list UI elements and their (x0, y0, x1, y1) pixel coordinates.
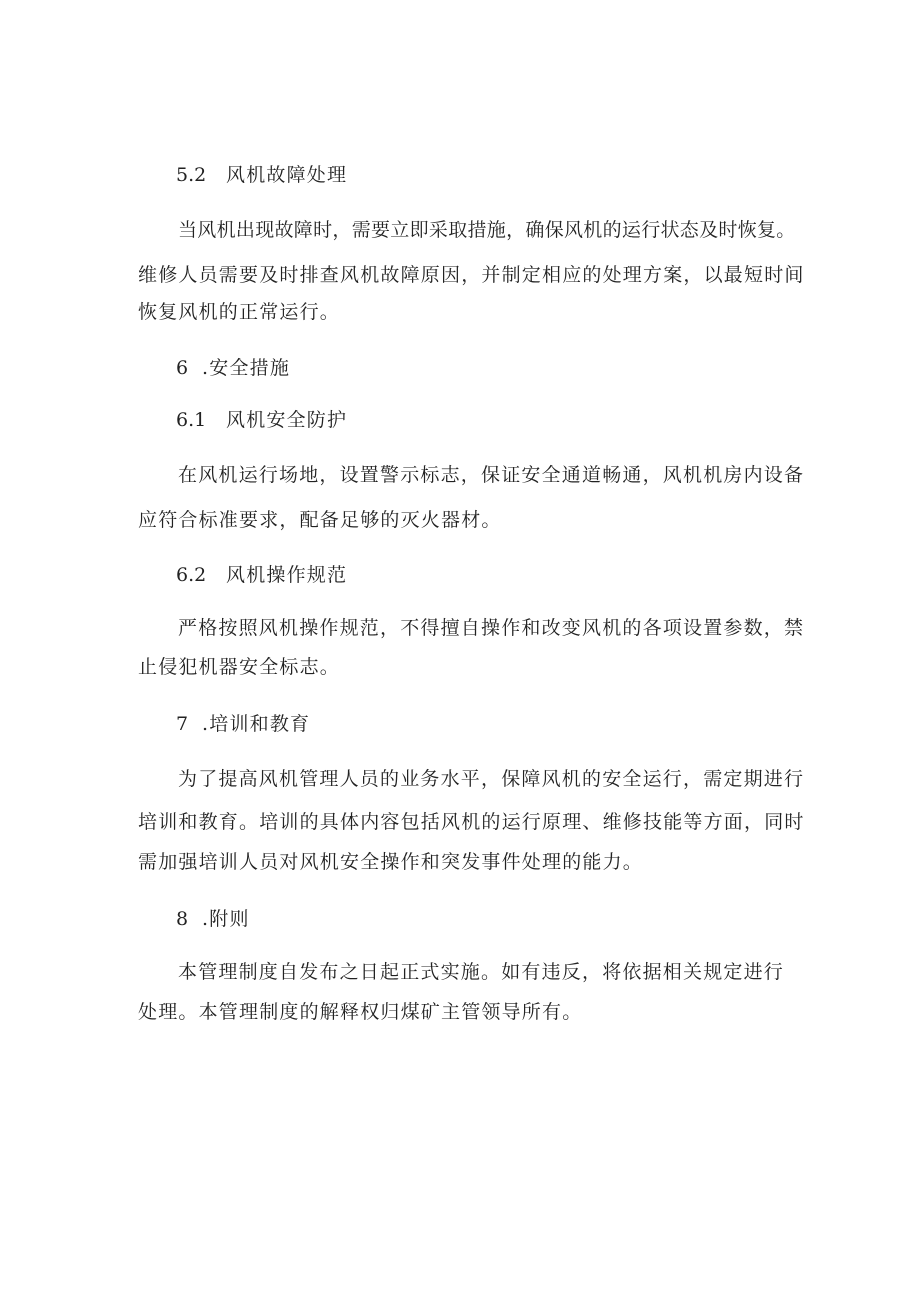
paragraph-line: 止侵犯机器安全标志。 (138, 656, 341, 678)
paragraph-line: 应符合标准要求，配备足够的灭火器材。 (138, 509, 502, 531)
paragraph-line: 需加强培训人员对风机安全操作和突发事件处理的能力。 (138, 851, 644, 873)
heading-number: 8 (176, 908, 189, 930)
heading-number: 6 (176, 357, 189, 379)
section-heading-8 (176, 907, 250, 931)
heading-title: 风机故障处理 (226, 164, 348, 186)
paragraph-line: 处理。本管理制度的解释权归煤矿主管领导所有。 (138, 1001, 583, 1023)
heading-number: 7 (176, 713, 189, 735)
heading-number: 6.1 (176, 409, 207, 431)
paragraph-line: 在风机运行场地，设置警示标志，保证安全通道畅通，风机机房内设备 (178, 464, 805, 486)
section-heading-6 (176, 356, 290, 380)
heading-number: 5.2 (176, 164, 207, 186)
heading-title: .附则 (202, 908, 250, 930)
paragraph-line: 为了提高风机管理人员的业务水平，保障风机的安全运行，需定期进行 (178, 768, 805, 790)
heading-number: 6.2 (176, 564, 207, 586)
paragraph-line: 维修人员需要及时排查风机故障原因，并制定相应的处理方案，以最短时间 (138, 264, 805, 286)
heading-title: .培训和教育 (202, 713, 311, 735)
subsection-heading-6-1 (176, 408, 347, 432)
paragraph-line: 恢复风机的正常运行。 (138, 301, 341, 323)
subsection-heading-6-2 (176, 563, 347, 587)
subsection-heading-5-2 (176, 163, 347, 187)
paragraph-line: 严格按照风机操作规范，不得擅自操作和改变风机的各项设置参数，禁 (178, 617, 805, 639)
paragraph-line: 本管理制度自发布之日起正式实施。如有违反，将依据相关规定进行 (178, 961, 785, 983)
paragraph-line: 培训和教育。培训的具体内容包括风机的运行原理、维修技能等方面，同时 (138, 811, 805, 833)
paragraph-line: 当风机出现故障时，需要立即采取措施，确保风机的运行状态及时恢复。 (178, 219, 796, 241)
heading-title: .安全措施 (202, 357, 291, 379)
heading-title: 风机操作规范 (226, 564, 348, 586)
section-heading-7 (176, 712, 310, 736)
heading-title: 风机安全防护 (226, 409, 348, 431)
